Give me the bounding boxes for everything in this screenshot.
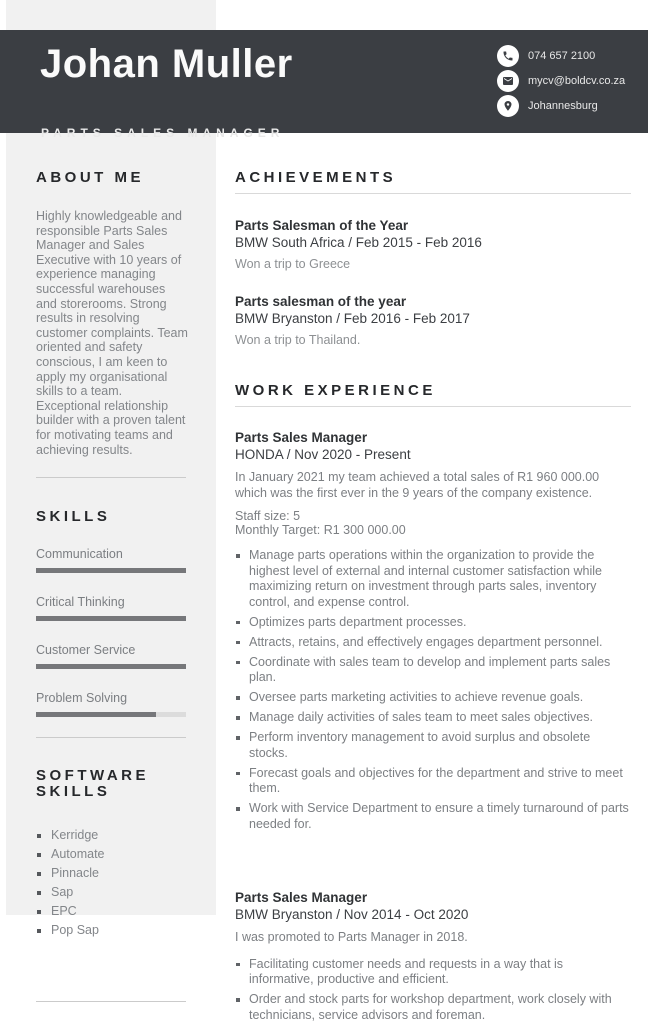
skill-bar-fill bbox=[36, 712, 156, 717]
software-skill-item: Kerridge bbox=[36, 826, 188, 845]
job-entry bbox=[235, 429, 631, 832]
skill-label: Problem Solving bbox=[36, 691, 128, 706]
location-name: Johannesburg bbox=[528, 100, 598, 112]
job-bullet: Facilitating customer needs and requests in a way that is informative, productive and efficient. bbox=[235, 957, 631, 988]
achievement-subtitle: BMW South Africa / Feb 2015 - Feb 2016 bbox=[235, 235, 482, 250]
sidebar-column bbox=[36, 170, 188, 1002]
software-skills-list bbox=[36, 826, 188, 940]
job-bullet: Coordinate with sales team to develop and implement parts sales plan. bbox=[235, 655, 631, 686]
skill-item bbox=[36, 595, 188, 621]
achievement-subtitle: BMW Bryanston / Feb 2016 - Feb 2017 bbox=[235, 311, 470, 326]
skill-bar-track bbox=[36, 664, 186, 669]
job-bullet: Forecast goals and objectives for the department and strive to meet them. bbox=[235, 766, 631, 797]
skill-bar-track bbox=[36, 712, 186, 717]
person-job-title: PARTS SALES MANAGER bbox=[41, 126, 285, 140]
contact-email bbox=[497, 70, 625, 92]
job-intro: I was promoted to Parts Manager in 2018. bbox=[235, 930, 468, 944]
job-bullet: Attracts, retains, and effectively engages department personnel. bbox=[235, 635, 631, 651]
job-title: Parts Sales Manager bbox=[235, 430, 368, 445]
phone-number: 074 657 2100 bbox=[528, 50, 596, 62]
skill-label: Communication bbox=[36, 547, 123, 562]
skill-item bbox=[36, 547, 188, 573]
skill-item bbox=[36, 691, 188, 717]
job-company-dates: HONDA / Nov 2020 - Present bbox=[235, 447, 411, 462]
achievement-item bbox=[235, 217, 631, 272]
achievement-title: Parts salesman of the year bbox=[235, 294, 407, 309]
skill-bar-track bbox=[36, 616, 186, 621]
job-bullet: Oversee parts marketing activities to achieve revenue goals. bbox=[235, 690, 631, 706]
job-bullet-list bbox=[235, 548, 631, 832]
skill-label: Critical Thinking bbox=[36, 595, 125, 610]
skill-bar-fill bbox=[36, 568, 186, 573]
job-intro: In January 2021 my team achieved a total sales of R1 960 000.00 which was the first ever in the 9 years of the company existence. bbox=[235, 470, 600, 500]
software-skill-item: Automate bbox=[36, 845, 188, 864]
header-band bbox=[0, 30, 648, 140]
sidebar-divider bbox=[36, 737, 186, 738]
job-detail-lines bbox=[235, 510, 631, 537]
job-entry bbox=[235, 889, 631, 1023]
achievement-note: Won a trip to Thailand. bbox=[235, 333, 361, 347]
job-bullet: Order and stock parts for workshop department, work closely with technicians, service advisors and foreman. bbox=[235, 992, 631, 1023]
skill-bar-fill bbox=[36, 616, 186, 621]
achievement-item bbox=[235, 293, 631, 348]
software-skills-heading: SOFTWARE SKILLS bbox=[36, 767, 149, 801]
contact-location bbox=[497, 95, 625, 117]
sidebar-divider bbox=[36, 1001, 186, 1002]
skill-bar-fill bbox=[36, 664, 186, 669]
job-bullet: Manage daily activities of sales team to meet sales objectives. bbox=[235, 710, 631, 726]
contact-phone bbox=[497, 45, 625, 67]
skill-item bbox=[36, 643, 188, 669]
phone-icon bbox=[497, 45, 519, 67]
email-address: mycv@boldcv.co.za bbox=[528, 75, 626, 87]
skill-label: Customer Service bbox=[36, 643, 136, 658]
mail-icon bbox=[497, 70, 519, 92]
job-bullet: Perform inventory management to avoid surplus and obsolete stocks. bbox=[235, 730, 631, 761]
sidebar-divider bbox=[36, 477, 186, 478]
software-skill-item: Pop Sap bbox=[36, 921, 188, 940]
achievement-note: Won a trip to Greece bbox=[235, 257, 351, 271]
main-column bbox=[235, 170, 631, 1028]
software-skill-item: EPC bbox=[36, 902, 188, 921]
about-me-text: Highly knowledgeable and responsible Parts Sales Manager and Sales Executive with 10 years of experience managing successful warehouses and storerooms. Strong results in resolving customer complaints. Team oriented and safety conscious, I am keen to apply my organisational skills to a team. Exceptional relationship builder with a proven talent for motivating teams and achieving results. bbox=[36, 209, 188, 457]
section-rule bbox=[235, 193, 631, 194]
about-me-heading: ABOUT ME bbox=[36, 169, 144, 186]
skills-heading: SKILLS bbox=[36, 508, 111, 526]
job-bullet: Optimizes parts department processes. bbox=[235, 615, 631, 631]
job-bullet-list bbox=[235, 957, 631, 1024]
achievements-heading: ACHIEVEMENTS bbox=[235, 169, 397, 186]
contact-block bbox=[497, 45, 625, 120]
job-detail-line: Monthly Target: R1 300 000.00 bbox=[235, 522, 406, 537]
job-company-dates: BMW Bryanston / Nov 2014 - Oct 2020 bbox=[235, 907, 469, 922]
section-rule bbox=[235, 406, 631, 407]
person-name: Johan Muller bbox=[40, 42, 293, 86]
job-bullet: Manage parts operations within the organization to provide the highest level of external and internal customer satisfaction while maximizing return on investment through parts sales, inventory control, and expense control. bbox=[235, 548, 631, 610]
skill-bar-track bbox=[36, 568, 186, 573]
work-experience-heading: WORK EXPERIENCE bbox=[235, 382, 436, 399]
job-title: Parts Sales Manager bbox=[235, 890, 368, 905]
software-skill-item: Sap bbox=[36, 883, 188, 902]
achievement-title: Parts Salesman of the Year bbox=[235, 218, 409, 233]
job-detail-line: Staff size: 5 bbox=[235, 509, 301, 523]
location-icon bbox=[497, 95, 519, 117]
software-skill-item: Pinnacle bbox=[36, 864, 188, 883]
job-bullet: Work with Service Department to ensure a timely turnaround of parts needed for. bbox=[235, 801, 631, 832]
